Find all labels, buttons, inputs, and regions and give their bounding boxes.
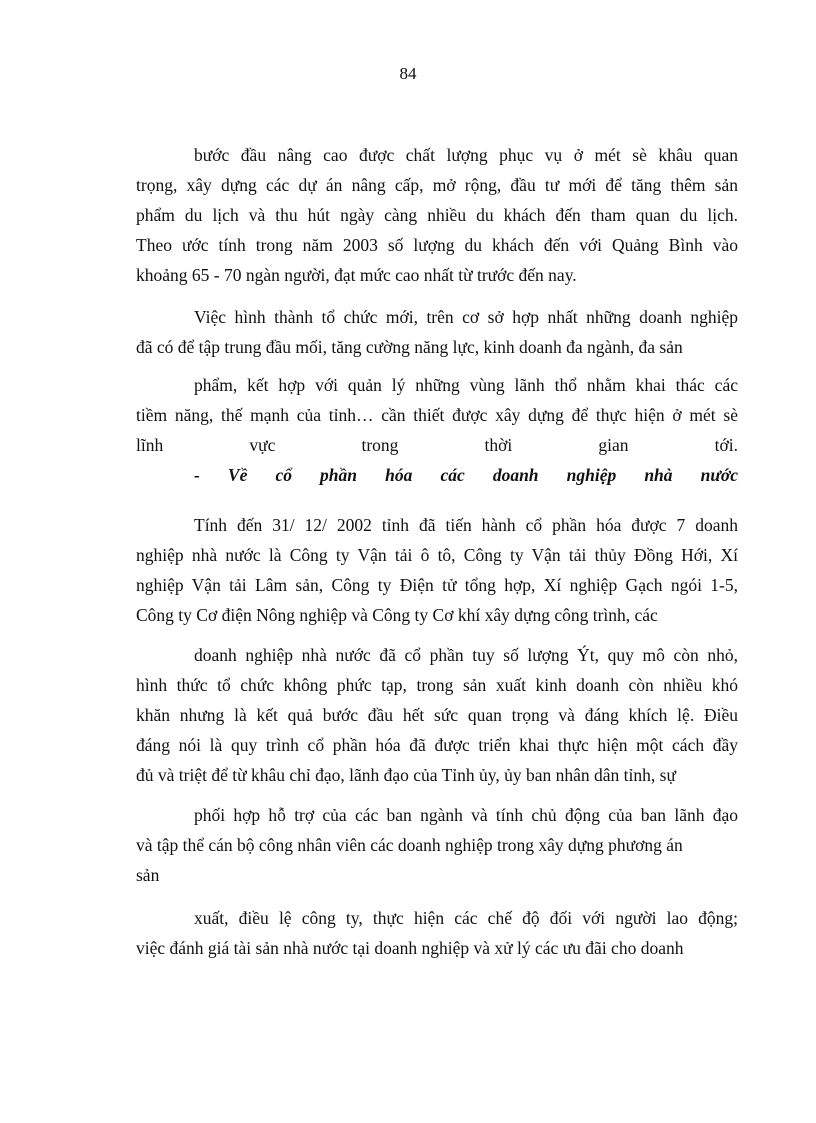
text-line: nghiệp nhà nước là Công ty Vận tải ô tô, Công ty Vận tải thủy Đồng Hới, Xí (136, 545, 738, 565)
text-line: Tính đến 31/ 12/ 2002 tỉnh đã tiến hành cổ phần hóa được 7 doanh (194, 515, 738, 535)
text-line: doanh nghiệp nhà nước đã cổ phần tuy số lượng Ýt, quy mô còn nhỏ, (194, 645, 738, 665)
paragraph-block (136, 370, 738, 490)
text-line: phẩm du lịch và thu hút ngày càng nhiều du khách đến tham quan du lịch. (136, 205, 738, 225)
text-line: việc đánh giá tài sản nhà nước tại doanh nghiệp và xử lý các ưu đãi cho doanh (136, 938, 684, 958)
text-line: trọng, xây dựng các dự án nâng cấp, mở rộng, đầu tư mới để tăng thêm sản (136, 175, 738, 195)
text-line: đáng nói là quy trình cổ phần hóa đã được triển khai thực hiện một cách đầy (136, 735, 738, 755)
text-line: đủ và triệt để từ khâu chỉ đạo, lãnh đạo của Tỉnh ủy, ủy ban nhân dân tỉnh, sự (136, 765, 676, 785)
text-line: khăn nhưng là kết quả bước đầu hết sức quan trọng và đáng khích lệ. Điều (136, 705, 738, 725)
page-number: 84 (399, 64, 417, 83)
text-line: khoảng 65 - 70 ngàn người, đạt mức cao nhất từ trước đến nay. (136, 265, 577, 285)
text-line: hình thức tổ chức không phức tạp, trong sản xuất kinh doanh còn nhiều khó (136, 675, 738, 695)
text-line: sản (136, 865, 160, 885)
text-line: xuất, điều lệ công ty, thực hiện các chế độ đối với người lao động; (194, 908, 738, 928)
text-line: phẩm, kết hợp với quản lý những vùng lãnh thổ nhằm khai thác các (194, 375, 738, 395)
paragraph-block (136, 140, 738, 290)
text-line: phối hợp hỗ trợ của các ban ngành và tính chủ động của ban lãnh đạo (194, 805, 738, 825)
text-line: Theo ước tính trong năm 2003 số lượng du khách đến với Quảng Bình vào (136, 235, 738, 255)
section-heading: - Về cổ phần hóa các doanh nghiệp nhà nước (194, 465, 738, 485)
text-line: và tập thể cán bộ công nhân viên các doanh nghiệp trong xây dựng phương án (136, 835, 683, 855)
paragraph-block (136, 800, 738, 890)
text-line: đã có để tập trung đầu mối, tăng cường năng lực, kinh doanh đa ngành, đa sản (136, 337, 683, 357)
paragraph-block (136, 903, 738, 963)
text-line: Công ty Cơ điện Nông nghiệp và Công ty Cơ khí xây dựng công trình, các (136, 605, 658, 625)
paragraph-block (136, 302, 738, 362)
text-line: bước đầu nâng cao được chất lượng phục vụ ở mét sè khâu quan (194, 145, 738, 165)
text-line: nghiệp Vận tải Lâm sản, Công ty Điện tử tổng hợp, Xí nghiệp Gạch ngói 1-5, (136, 575, 738, 595)
text-line: lĩnh vực trong thời gian tới. (136, 435, 738, 455)
text-line: tiềm năng, thế mạnh của tỉnh… cần thiết được xây dựng để thực hiện ở mét sè (136, 405, 738, 425)
paragraph-block (136, 640, 738, 790)
paragraph-block (136, 510, 738, 630)
text-line: Việc hình thành tổ chức mới, trên cơ sở hợp nhất những doanh nghiệp (194, 307, 738, 327)
